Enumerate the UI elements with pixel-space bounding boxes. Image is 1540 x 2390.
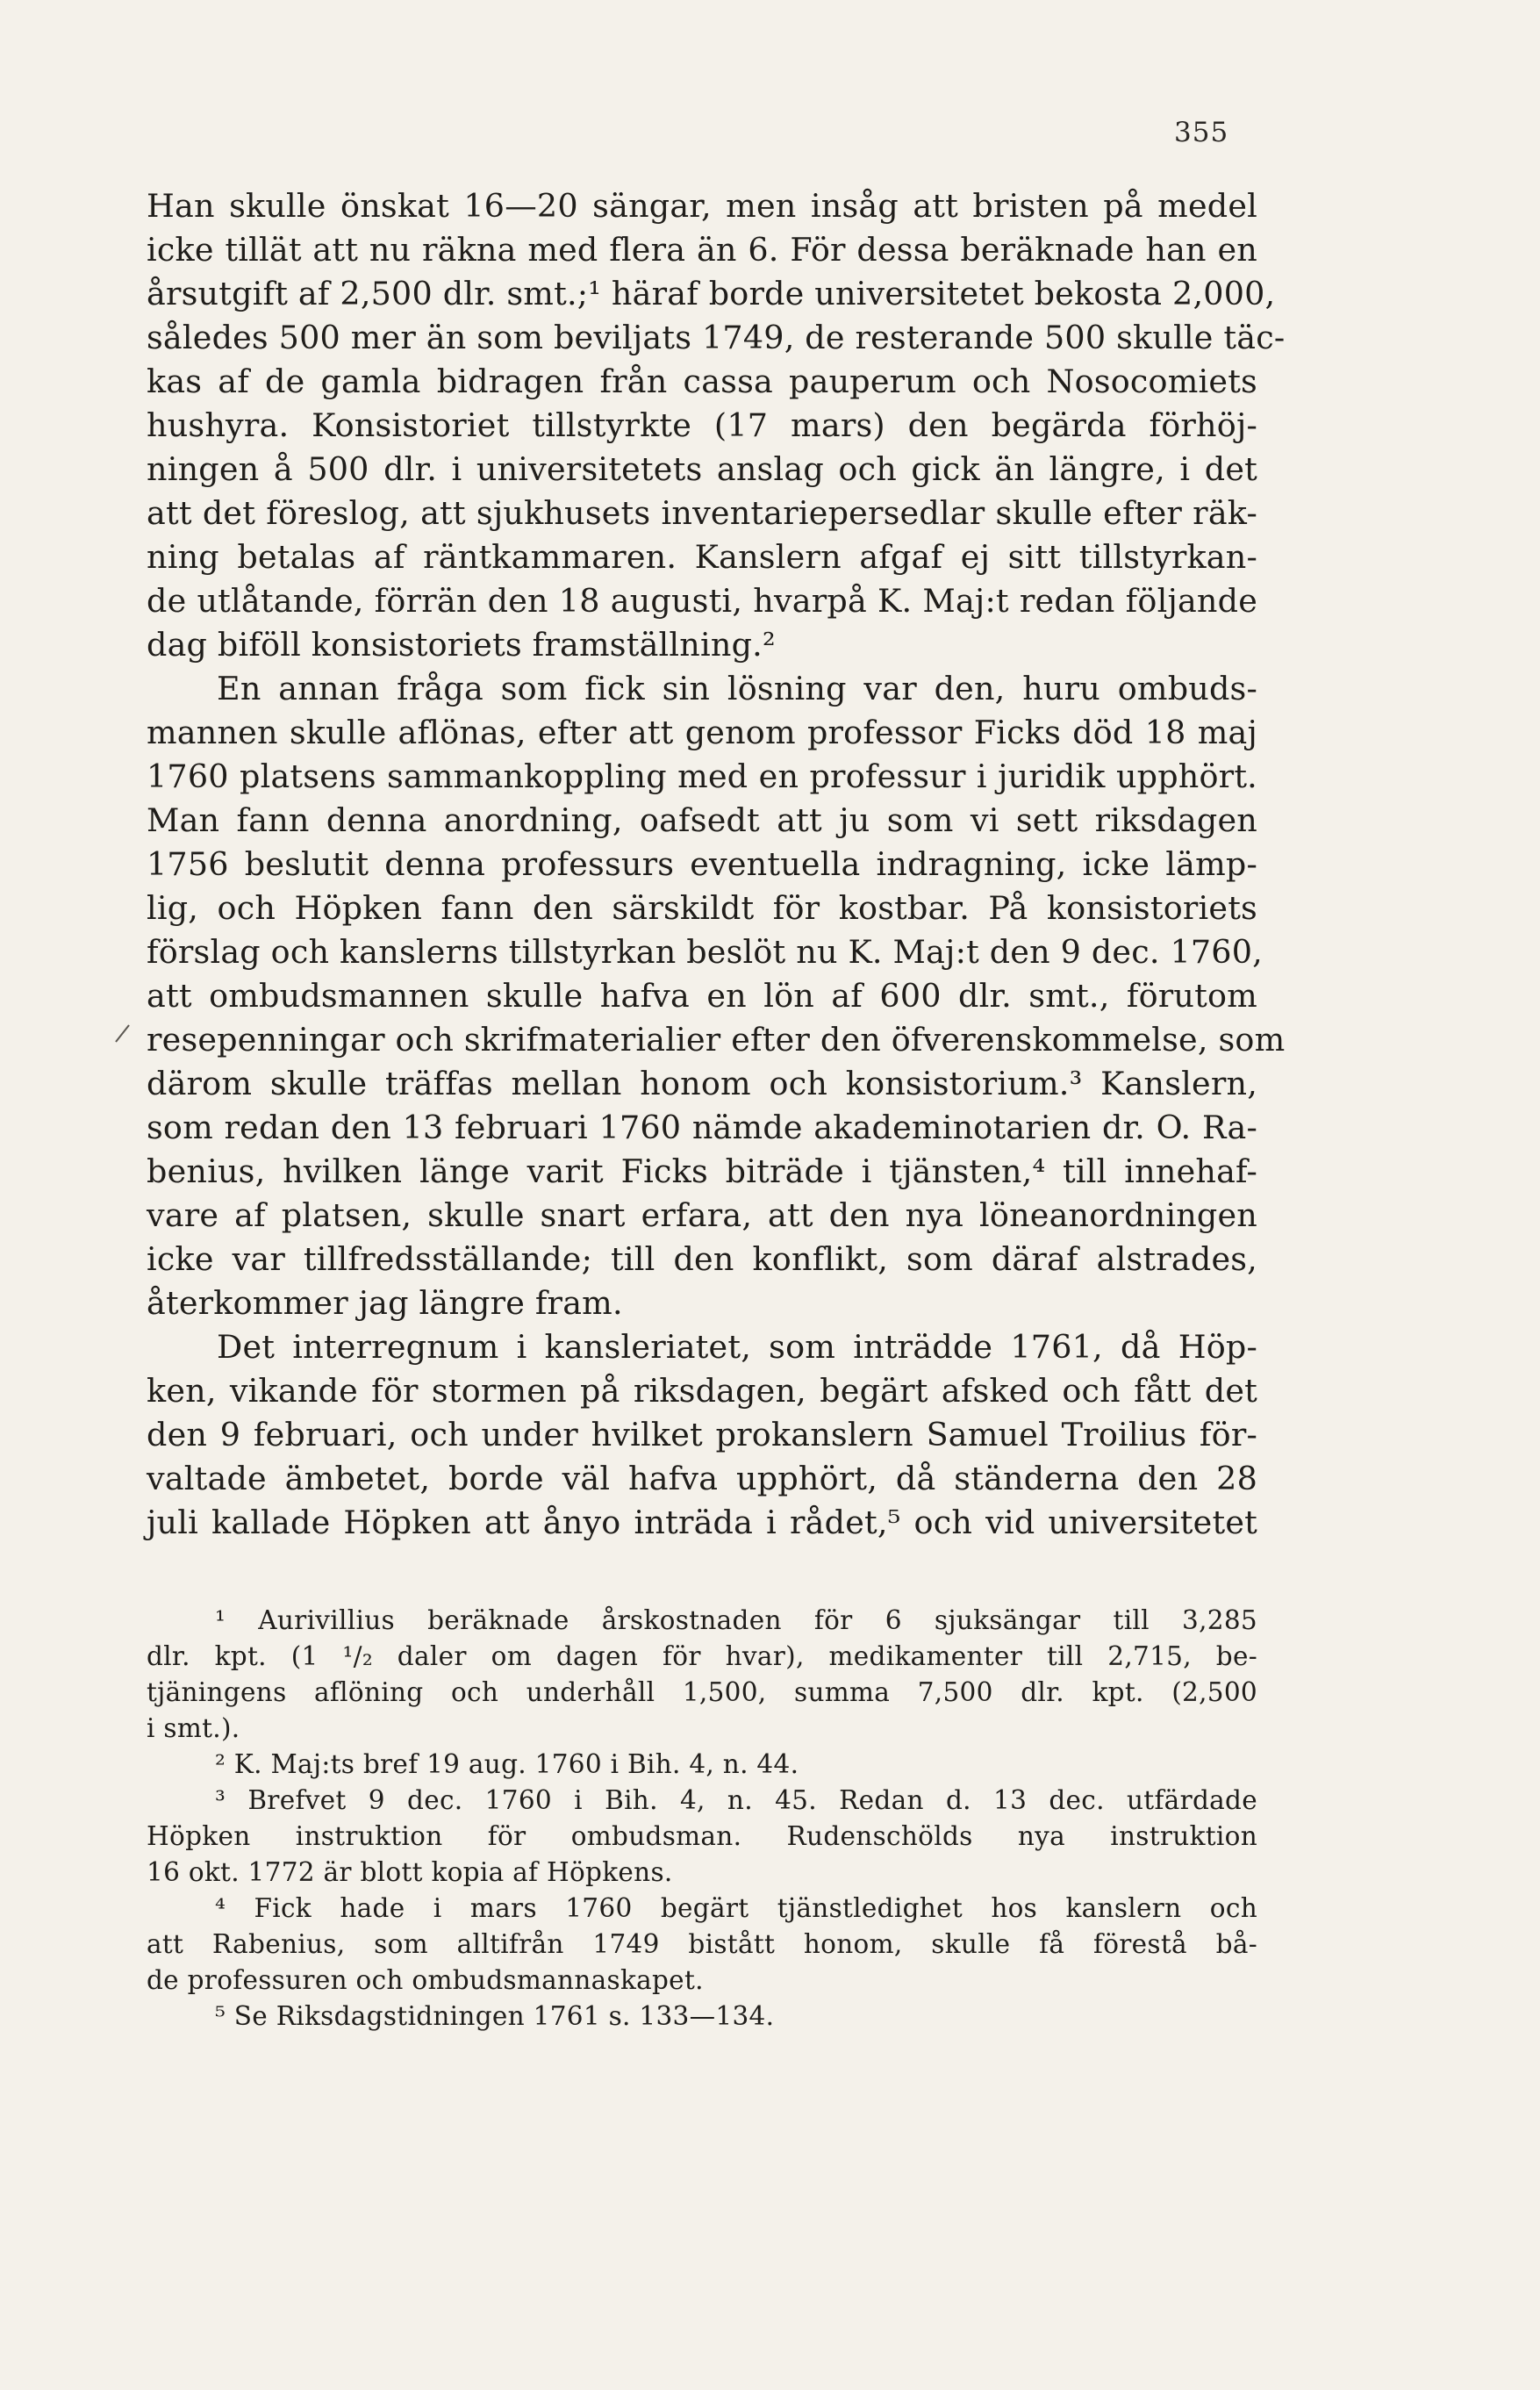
footnote-line: ² K. Maj:ts bref 19 aug. 1760 i Bih. 4, n. 44.	[215, 1749, 799, 1779]
footnotes	[147, 1603, 1257, 2035]
footnote-line: de professuren och ombudsmannaskapet.	[147, 1965, 704, 1995]
body-line: 1760 platsens sammankoppling med en professur i juridik upphört.	[147, 757, 1257, 795]
body-line: som redan den 13 februari 1760 nämde akademinotarien dr. O. Ra-	[147, 1109, 1257, 1146]
footnote-line: i smt.).	[147, 1713, 240, 1743]
body-line: Man fann denna anordning, oafsedt att ju som vi sett riksdagen	[147, 801, 1257, 839]
body-line: årsutgift af 2,500 dlr. smt.;¹ häraf borde universitetet bekosta 2,000,	[147, 275, 1276, 312]
footnote-line: ⁴ Fick hade i mars 1760 begärt tjänstledighet hos kanslern och	[215, 1893, 1257, 1923]
body-line: valtade ämbetet, borde väl hafva upphört, då ständerna den 28	[147, 1460, 1257, 1497]
body-line: ning betalas af räntkammaren. Kanslern afgaf ej sitt tillstyrkan-	[147, 538, 1257, 576]
footnote-line: ³ Brefvet 9 dec. 1760 i Bih. 4, n. 45. Redan d. 13 dec. utfärdade	[215, 1785, 1257, 1815]
body-line: hushyra. Konsistoriet tillstyrkte (17 mars) den begärda förhöj-	[147, 406, 1257, 444]
body-line: ningen å 500 dlr. i universitetets anslag och gick än längre, i det	[147, 450, 1257, 488]
footnote-line: ⁵ Se Riksdagstidningen 1761 s. 133—134.	[215, 2001, 775, 2031]
body-line: således 500 mer än som beviljats 1749, de resterande 500 skulle täc-	[147, 319, 1286, 356]
footnote-line: Höpken instruktion för ombudsman. Rudenschölds nya instruktion	[147, 1821, 1257, 1851]
body-line: att ombudsmannen skulle hafva en lön af 600 dlr. smt., förutom	[147, 977, 1257, 1015]
body-line: de utlåtande, förrän den 18 augusti, hvarpå K. Maj:t redan följande	[147, 582, 1257, 620]
body-line: Han skulle önskat 16—20 sängar, men insåg att bristen på medel	[147, 187, 1257, 225]
body-line: resepenningar och skrifmaterialier efter den öfverenskommelse, som	[147, 1021, 1286, 1059]
body-line: mannen skulle aflönas, efter att genom professor Ficks död 18 maj	[147, 714, 1257, 751]
body-line: återkommer jag längre fram.	[147, 1284, 623, 1322]
footnote-line: ¹ Aurivillius beräknade årskostnaden för 6 sjuksängar till 3,285	[215, 1605, 1257, 1635]
body-line: dag biföll konsistoriets framställning.²	[147, 626, 776, 664]
footnote-line: tjäningens aflöning och underhåll 1,500, summa 7,500 dlr. kpt. (2,500	[147, 1677, 1257, 1707]
body-line: kas af de gamla bidragen från cassa pauperum och Nosocomiets	[147, 362, 1257, 400]
body-line: därom skulle träffas mellan honom och konsistorium.³ Kanslern,	[147, 1065, 1257, 1102]
body-line: förslag och kanslerns tillstyrkan beslöt nu K. Maj:t den 9 dec. 1760,	[147, 933, 1263, 971]
body-line: icke tillät att nu räkna med flera än 6. För dessa beräknade han en	[147, 231, 1257, 269]
body-line: den 9 februari, och under hvilket prokanslern Samuel Troilius för-	[147, 1416, 1257, 1453]
body-line: icke var tillfredsställande; till den konflikt, som däraf alstrades,	[147, 1240, 1257, 1278]
margin-pencil-mark	[112, 1023, 132, 1044]
page-number: 355	[1174, 117, 1229, 148]
body-line: vare af platsen, skulle snart erfara, att den nya löneanordningen	[147, 1196, 1257, 1234]
body-line: En annan fråga som fick sin lösning var den, huru ombuds-	[217, 670, 1257, 707]
body-text	[147, 184, 1286, 1545]
body-line: 1756 beslutit denna professurs eventuella indragning, icke lämp-	[147, 845, 1257, 883]
body-line: att det föreslog, att sjukhusets inventariepersedlar skulle efter räk-	[147, 494, 1257, 532]
body-line: ken, vikande för stormen på riksdagen, begärt afsked och fått det	[147, 1372, 1257, 1410]
footnote-line: 16 okt. 1772 är blott kopia af Höpkens.	[147, 1857, 673, 1887]
body-line: juli kallade Höpken att ånyo inträda i rådet,⁵ och vid universitetet	[147, 1504, 1257, 1541]
footnote-line: dlr. kpt. (1 ¹/₂ daler om dagen för hvar), medikamenter till 2,715, be-	[147, 1641, 1257, 1671]
body-line: benius, hvilken länge varit Ficks biträde i tjänsten,⁴ till innehaf-	[147, 1152, 1257, 1190]
footnote-line: att Rabenius, som alltifrån 1749 bistått honom, skulle få förestå bå-	[147, 1929, 1257, 1959]
body-line: Det interregnum i kansleriatet, som inträdde 1761, då Höp-	[217, 1328, 1257, 1366]
body-line: lig, och Höpken fann den särskildt för kostbar. På konsistoriets	[147, 889, 1257, 927]
